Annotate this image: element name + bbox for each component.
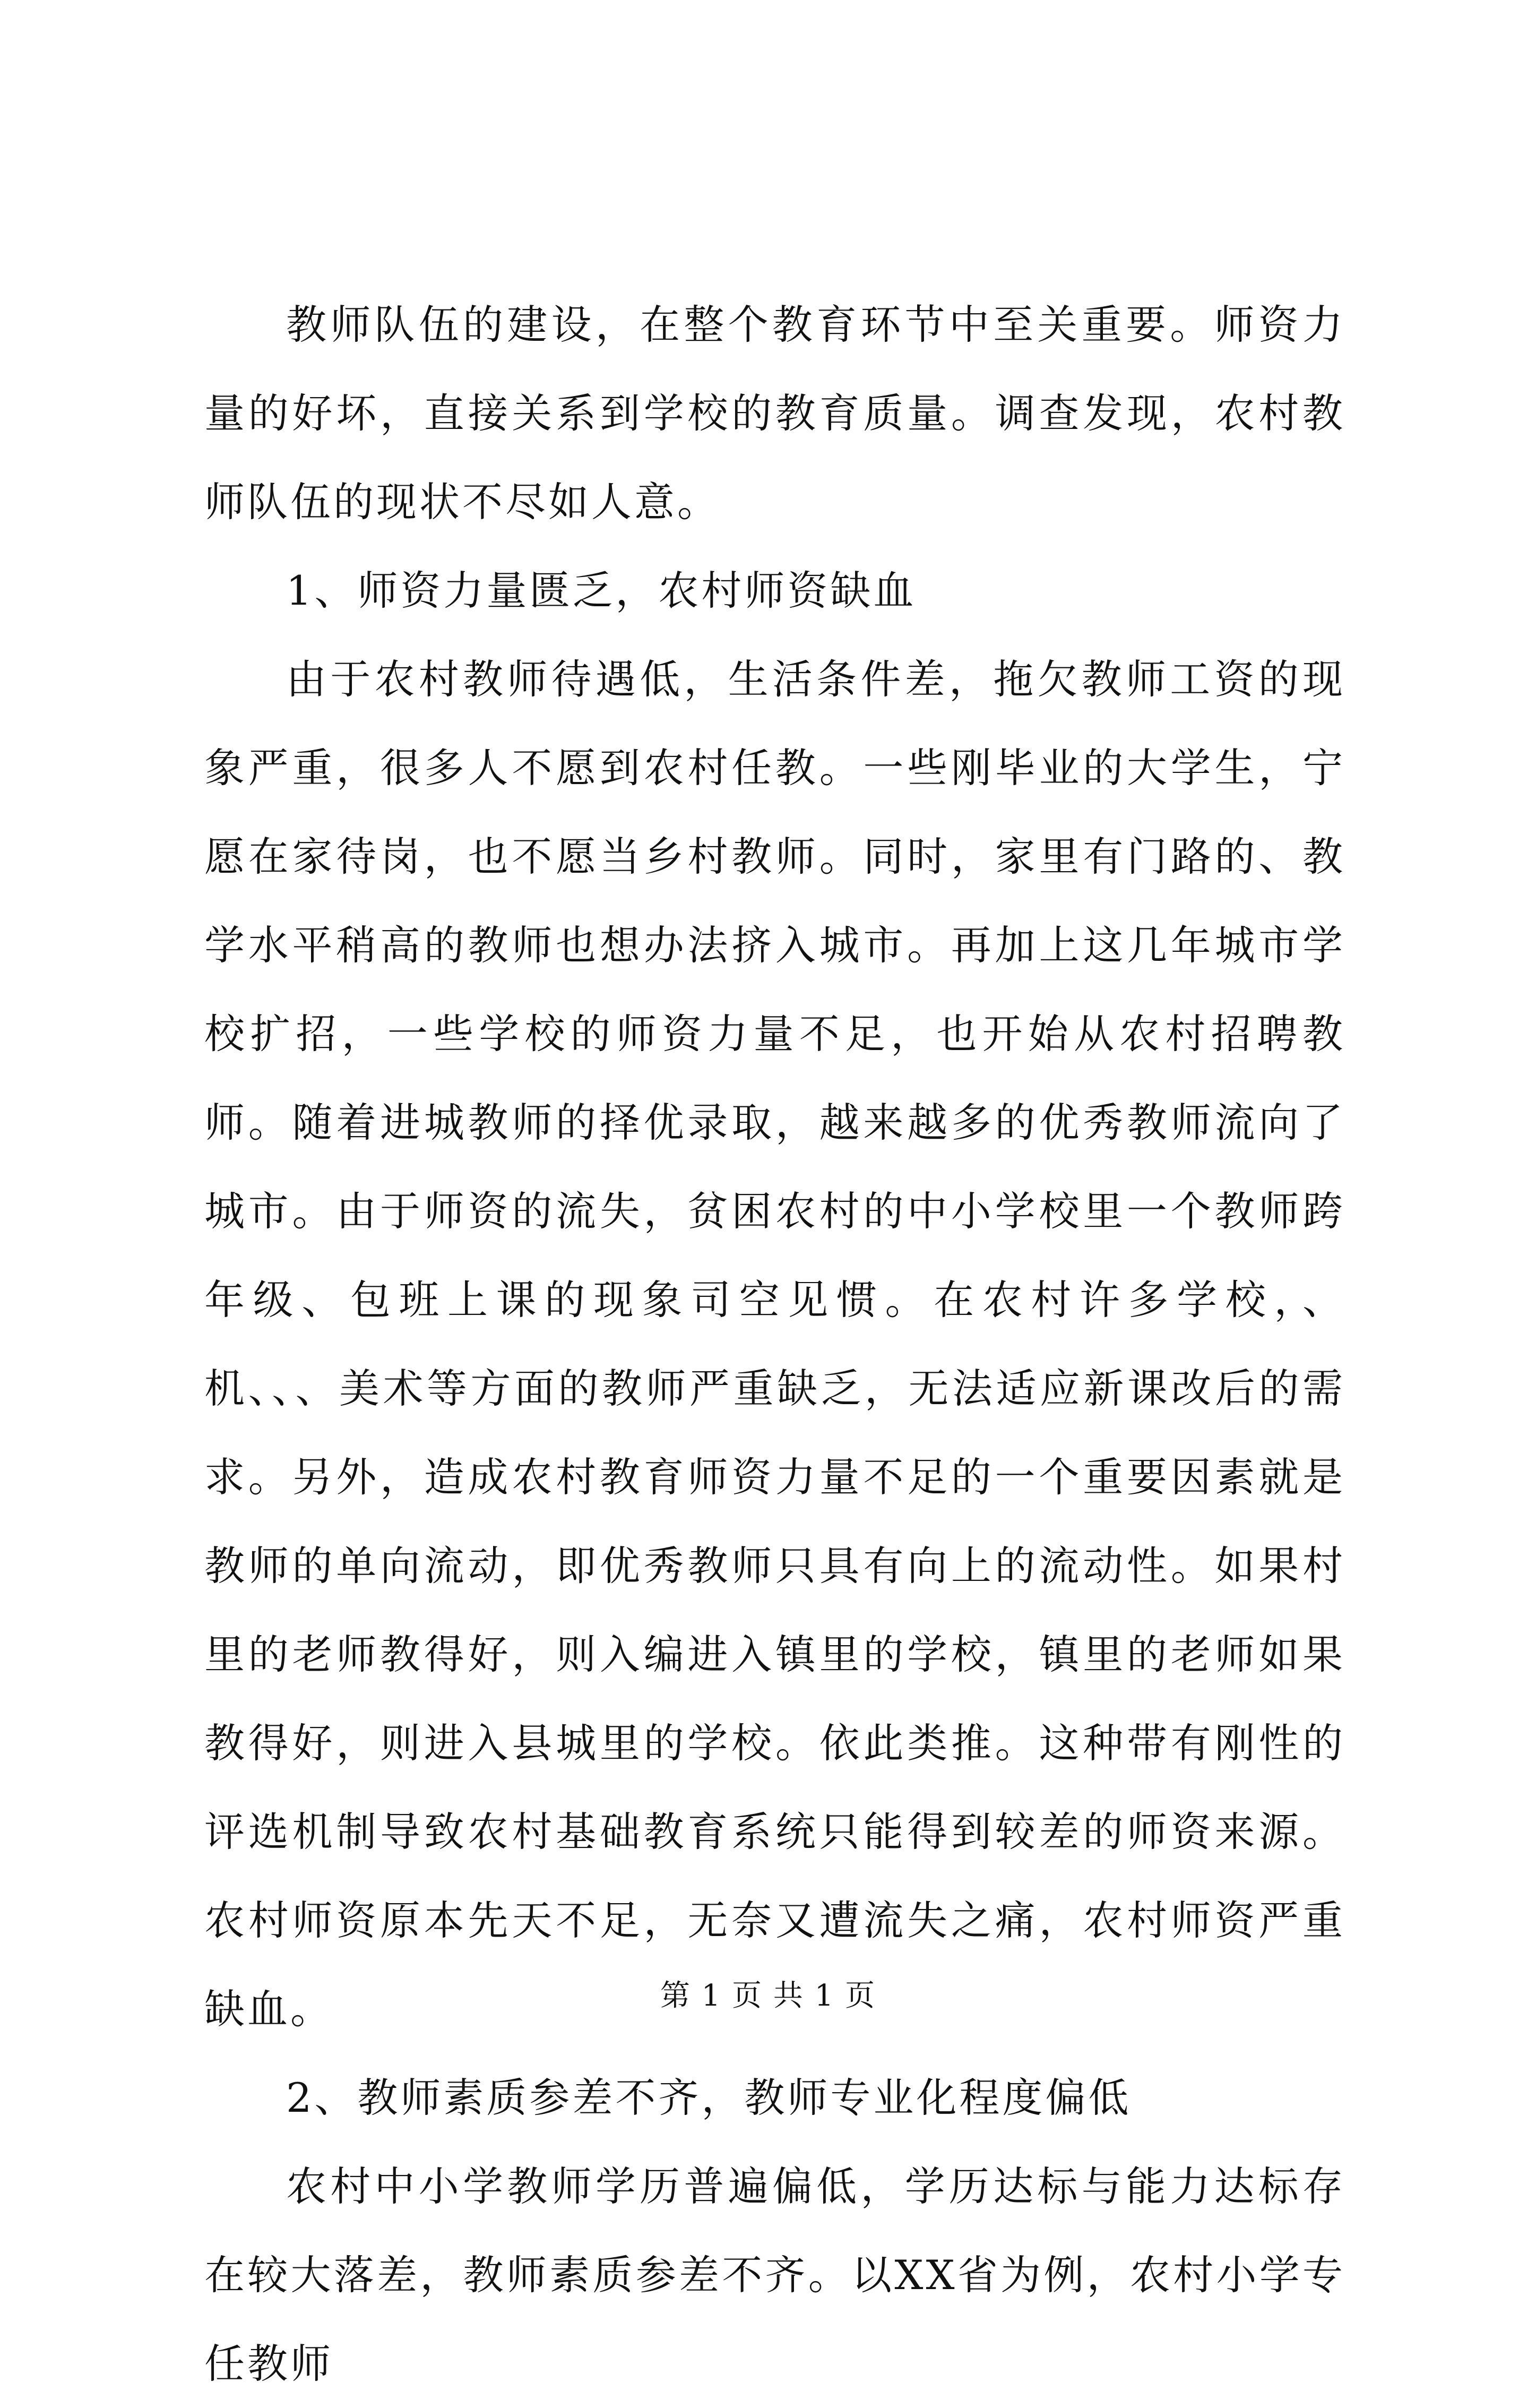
paragraph-section-2: 农村中小学教师学历普遍偏低，学历达标与能力达标存在较大落差，教师素质参差不齐。以XX省为例，农村小学专任教师 xyxy=(204,2163,1345,2387)
paragraph-section-1: 由于农村教师待遇低，生活条件差，拖欠教师工资的现象严重，很多人不愿到农村任教。一些刚毕业的大学生，宁愿在家待岗，也不愿当乡村教师。同时，家里有门路的、教学水平稍高的教师也想办法挤入城市。再加上这几年城市学校扩招，一些学校的师资力量不足，也开始从农村招聘教师。随着进城教师的择优录取，越来越多的优秀教师流向了城市。由于师资的流失，贫困农村的中小学校里一个教师跨年级、包班上课的现象司空见惯。在农村许多学校，、机、、、美术等方面的教师严重缺乏，无法适应新课改后的需求。另外，造成农村教育师资力量不足的一个重要因素就是教师的单向流动，即优秀教师只具有向上的流动性。如果村里的老师教得好，则入编进入镇里的学校，镇里的老师如果教得好，则进入县城里的学校。依此类推。这种带有刚性的评选机制导致农村基础教育系统只能得到较差的师资来源。农村师资原本先天不足，无奈又遭流失之痛，农村师资严重缺血。 xyxy=(204,656,1345,2033)
section-heading-2: 2、教师素质参差不齐，教师专业化程度偏低 xyxy=(286,2074,1132,2121)
section-heading-1: 1、师资力量匮乏，农村师资缺血 xyxy=(286,567,917,614)
page-footer: 第 1 页 共 1 页 xyxy=(660,1979,876,2013)
paragraph-intro: 教师队伍的建设，在整个教育环节中至关重要。师资力量的好坏，直接关系到学校的教育质量。调查发现，农村教师队伍的现状不尽如人意。 xyxy=(204,301,1345,526)
document-body xyxy=(204,280,1345,2408)
